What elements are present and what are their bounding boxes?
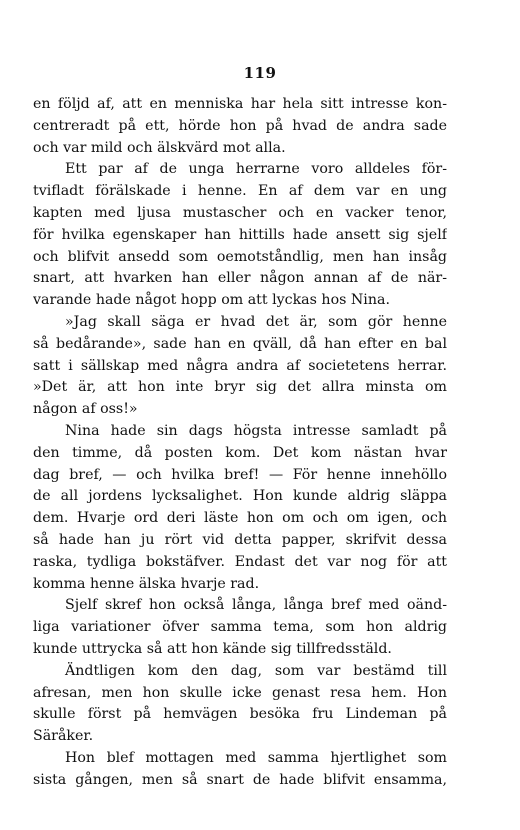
- paragraph: [33, 595, 447, 660]
- text-line: och var mild och älskvärd mot alla.: [33, 139, 286, 156]
- text-line: dag bref, — och hvilka bref! — För henne innehöllo: [33, 466, 447, 483]
- paragraph: [33, 748, 447, 792]
- text-line: komma henne älska hvarje rad.: [33, 575, 260, 592]
- text-line: den timme, då posten kom. Det kom nästan hvar: [33, 444, 447, 461]
- text-line: »Jag skall säga er hvad det är, som gör henne: [65, 313, 447, 330]
- text-line: de all jordens lycksalighet. Hon kunde aldrig släppa: [33, 488, 447, 505]
- text-line: skulle först på hemvägen besöka fru Lindeman på: [33, 706, 447, 723]
- body-text: [33, 94, 447, 792]
- text-line: satt i sällskap med några andra af societetens herrar.: [33, 357, 447, 374]
- paragraph: [33, 421, 447, 595]
- text-line: snart, att hvarken han eller någon annan af de när-: [33, 270, 447, 287]
- text-line: så hade han ju rört vid detta papper, skrifvit dessa: [33, 531, 447, 548]
- text-line: liga variationer öfver samma tema, som hon aldrig: [33, 619, 447, 636]
- text-line: afresan, men hon skulle icke genast resa hem. Hon: [33, 684, 447, 701]
- paragraph: [33, 94, 447, 159]
- text-line: Nina hade sin dags högsta intresse samladt på: [65, 422, 447, 439]
- text-line: tvifladt förälskade i henne. En af dem var en ung: [33, 183, 447, 200]
- text-line: sista gången, men så snart de hade blifvit ensamma,: [33, 771, 447, 788]
- text-line: för hvilka egenskaper han hittills hade ansett sig sjelf: [33, 226, 447, 243]
- text-line: Säråker.: [33, 728, 94, 745]
- text-line: och blifvit ansedd som oemotståndlig, men han insåg: [33, 248, 447, 265]
- text-line: »Det är, att hon inte bryr sig det allra minsta om: [33, 379, 447, 396]
- text-line: en följd af, att en menniska har hela sitt intresse kon-: [33, 96, 447, 112]
- text-line: så bedårande», sade han en qväll, då han efter en bal: [33, 335, 447, 352]
- text-line: varande hade något hopp om att lyckas hos Nina.: [33, 292, 390, 309]
- page-number: 119: [243, 64, 277, 82]
- paragraph: [33, 661, 447, 748]
- text-line: raska, tydliga bokstäfver. Endast det var nog för att: [33, 553, 447, 570]
- text-line: kunde uttrycka så att hon kände sig tillfredsstäld.: [33, 640, 392, 657]
- text-line: Ändtligen kom den dag, som var bestämd till: [65, 662, 447, 679]
- text-line: Ett par af de unga herrarne voro alldeles för-: [65, 161, 447, 178]
- text-line: dem. Hvarje ord deri läste hon om och om igen, och: [33, 510, 447, 527]
- text-line: Sjelf skref hon också långa, långa bref med oänd-: [65, 597, 447, 614]
- text-line: kapten med ljusa mustascher och en vacker tenor,: [33, 204, 447, 221]
- paragraph: [33, 159, 447, 312]
- paragraph: [33, 312, 447, 421]
- text-line: någon af oss!»: [33, 401, 138, 418]
- text-line: centreradt på ett, hörde hon på hvad de andra sade: [33, 117, 447, 134]
- text-line: Hon blef mottagen med samma hjertlighet som: [65, 749, 447, 766]
